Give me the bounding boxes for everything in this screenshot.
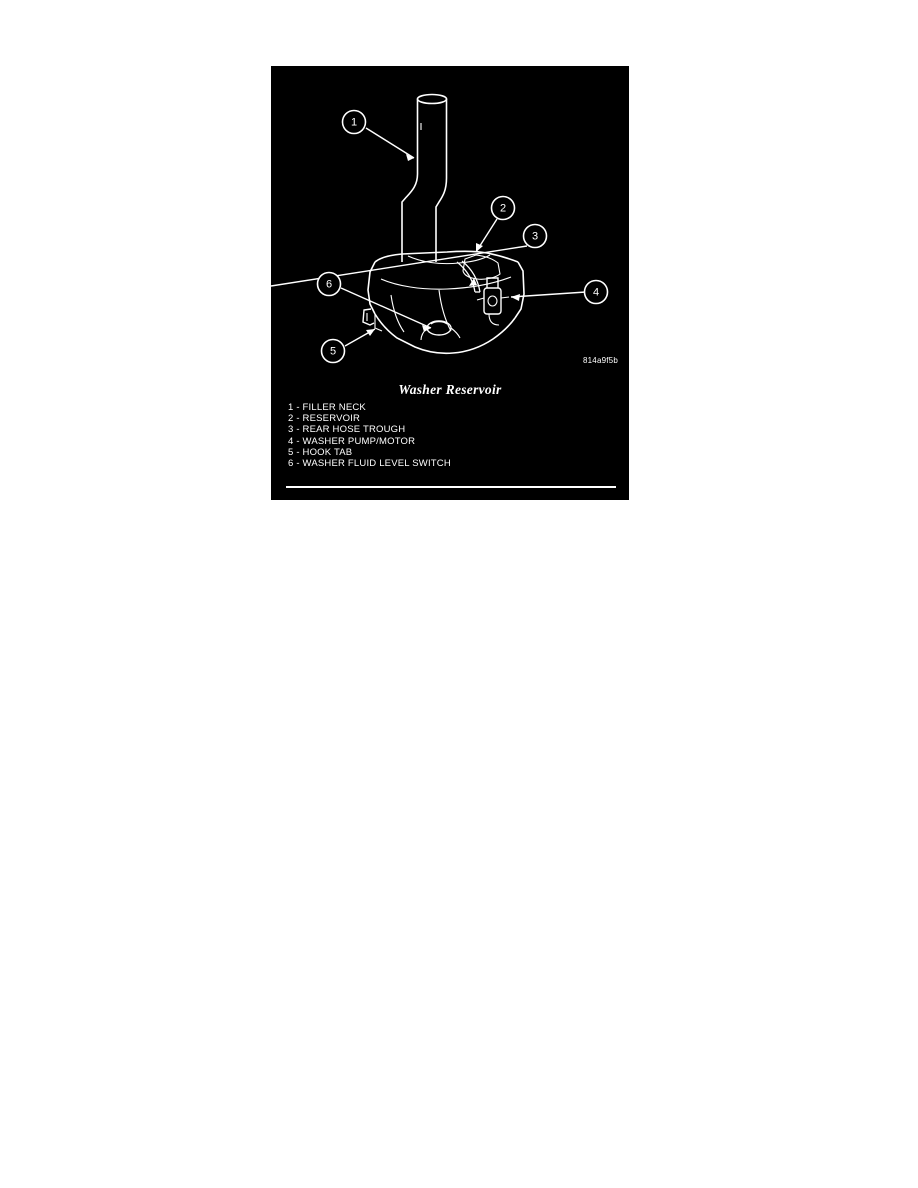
figure-caption: Washer Reservoir	[398, 382, 502, 397]
callout-6	[318, 273, 341, 296]
legend-item: 2 - RESERVOIR	[288, 413, 361, 425]
callout-5-label: 5	[329, 345, 337, 358]
callout-3	[524, 225, 547, 248]
washer-reservoir-illustration	[271, 66, 629, 376]
figure-panel	[271, 66, 629, 500]
callout-4-label: 4	[592, 286, 600, 299]
callout-1	[343, 111, 366, 134]
part-code-text: 814a9f5b	[583, 356, 618, 365]
callout-6-label: 6	[325, 278, 333, 291]
legend-item: 4 - WASHER PUMP/MOTOR	[288, 435, 416, 447]
legend-item: 5 - HOOK TAB	[288, 446, 353, 458]
legend-item: 3 - REAR HOSE TROUGH	[288, 424, 406, 436]
callout-2-label: 2	[499, 202, 507, 215]
legend-divider	[286, 486, 616, 488]
washer-reservoir-drawing	[271, 66, 629, 376]
callout-3-label: 3	[531, 230, 539, 243]
legend-item: 6 - WASHER FLUID LEVEL SWITCH	[288, 458, 451, 470]
washer-fluid-level-switch-shape	[421, 321, 460, 340]
legend-item: 1 - FILLER NECK	[288, 402, 366, 413]
callout-2	[492, 197, 515, 220]
callout-4	[585, 281, 608, 304]
callout-1-label: 1	[350, 116, 358, 129]
filler-neck-shape	[402, 95, 447, 263]
callout-5	[322, 340, 345, 363]
figure-legend	[288, 402, 618, 469]
